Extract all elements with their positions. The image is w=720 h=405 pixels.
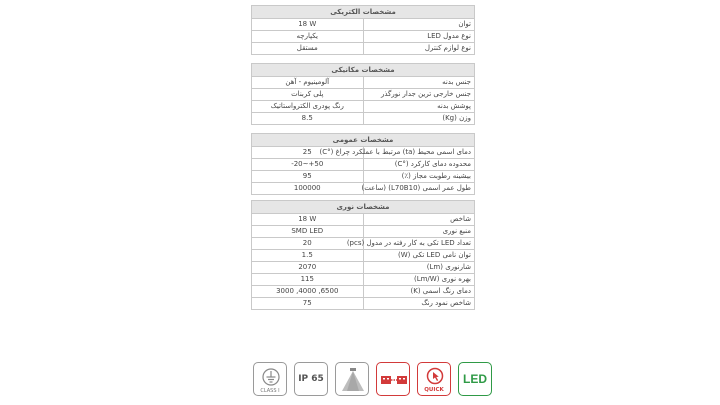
spec-label: دمای رنگ اسمی (K) <box>363 286 475 298</box>
table-row <box>252 250 475 262</box>
spec-label: جنس خارجی ترین جدار نورگذر <box>363 89 475 101</box>
led-badge <box>458 362 492 396</box>
table-row <box>252 159 475 171</box>
table-row <box>252 214 475 226</box>
spec-label: طول عمر اسمی (L70B10) (ساعت) <box>363 183 475 195</box>
table-row <box>252 298 475 310</box>
spec-value: 8.5 <box>252 113 364 125</box>
spec-label: محدوده دمای کارکرد (°C) <box>363 159 475 171</box>
table-row <box>252 101 475 113</box>
spec-value: 75 <box>252 298 364 310</box>
spec-value: 25 <box>252 147 364 159</box>
optical-specs-table <box>251 200 475 310</box>
spec-value: 95 <box>252 171 364 183</box>
spec-label: نوع مدول LED <box>363 31 475 43</box>
spec-value: پلی کربنات <box>252 89 364 101</box>
table-row <box>252 274 475 286</box>
led-label: LED <box>463 372 487 386</box>
spec-label: پوشش بدنه <box>363 101 475 113</box>
spec-value: 2070 <box>252 262 364 274</box>
spec-label: شاخص <box>363 214 475 226</box>
mechanical-specs-header: مشخصات مکانیکی <box>252 64 475 77</box>
connector-icon <box>376 362 410 396</box>
feature-badges <box>253 362 492 398</box>
spec-value: 100000 <box>252 183 364 195</box>
optical-specs-header: مشخصات نوری <box>252 201 475 214</box>
mechanical-specs-table <box>251 63 475 125</box>
spec-label: نوع لوازم کنترل <box>363 43 475 55</box>
ip-rating-badge <box>294 362 328 396</box>
table-row <box>252 77 475 89</box>
spec-value: 18 W <box>252 214 364 226</box>
table-row <box>252 113 475 125</box>
spec-label: تعداد LED تکی به کار رفته در مدول (pcs) <box>363 238 475 250</box>
table-row <box>252 286 475 298</box>
spec-value: مستقل <box>252 43 364 55</box>
general-specs-table <box>251 133 475 195</box>
spec-label: توان نامی LED تکی (W) <box>363 250 475 262</box>
table-row <box>252 183 475 195</box>
class-1-ground-icon <box>253 362 287 396</box>
beam-angle-icon <box>335 362 369 396</box>
quick-install-icon <box>417 362 451 396</box>
spec-label: وزن (Kg) <box>363 113 475 125</box>
spec-label: جنس بدنه <box>363 77 475 89</box>
table-row <box>252 171 475 183</box>
spec-label: بهره نوری (Lm/W) <box>363 274 475 286</box>
spec-label: بیشینه رطوبت مجاز (٪) <box>363 171 475 183</box>
spec-value: SMD LED <box>252 226 364 238</box>
spec-label: شارنوری (Lm) <box>363 262 475 274</box>
table-row <box>252 43 475 55</box>
spec-value: آلومینیوم - آهن <box>252 77 364 89</box>
electrical-specs-header: مشخصات الکتریکی <box>252 6 475 19</box>
electrical-specs-table <box>251 5 475 55</box>
spec-value: 3000 ,4000 ,6500 <box>252 286 364 298</box>
spec-value: 18 W <box>252 19 364 31</box>
table-row <box>252 19 475 31</box>
table-row <box>252 262 475 274</box>
class-1-label: CLASS I <box>260 388 280 394</box>
spec-label: دمای اسمی محیط (ta) مرتبط با عملکرد چراغ (°C) <box>363 147 475 159</box>
quick-label: QUICK <box>424 387 444 393</box>
table-row <box>252 31 475 43</box>
spec-label: توان <box>363 19 475 31</box>
spec-value: -20~+50 <box>252 159 364 171</box>
spec-value: 115 <box>252 274 364 286</box>
general-specs-header: مشخصات عمومی <box>252 134 475 147</box>
spec-value: یکپارچه <box>252 31 364 43</box>
ip-rating-label: IP 65 <box>298 374 324 384</box>
spec-label: منبع نوری <box>363 226 475 238</box>
spec-label: شاخص نمود رنگ <box>363 298 475 310</box>
spec-value: 20 <box>252 238 364 250</box>
table-row <box>252 238 475 250</box>
spec-value: 1.5 <box>252 250 364 262</box>
table-row <box>252 147 475 159</box>
table-row <box>252 89 475 101</box>
spec-value: رنگ پودری الکترواستاتیک <box>252 101 364 113</box>
table-row <box>252 226 475 238</box>
